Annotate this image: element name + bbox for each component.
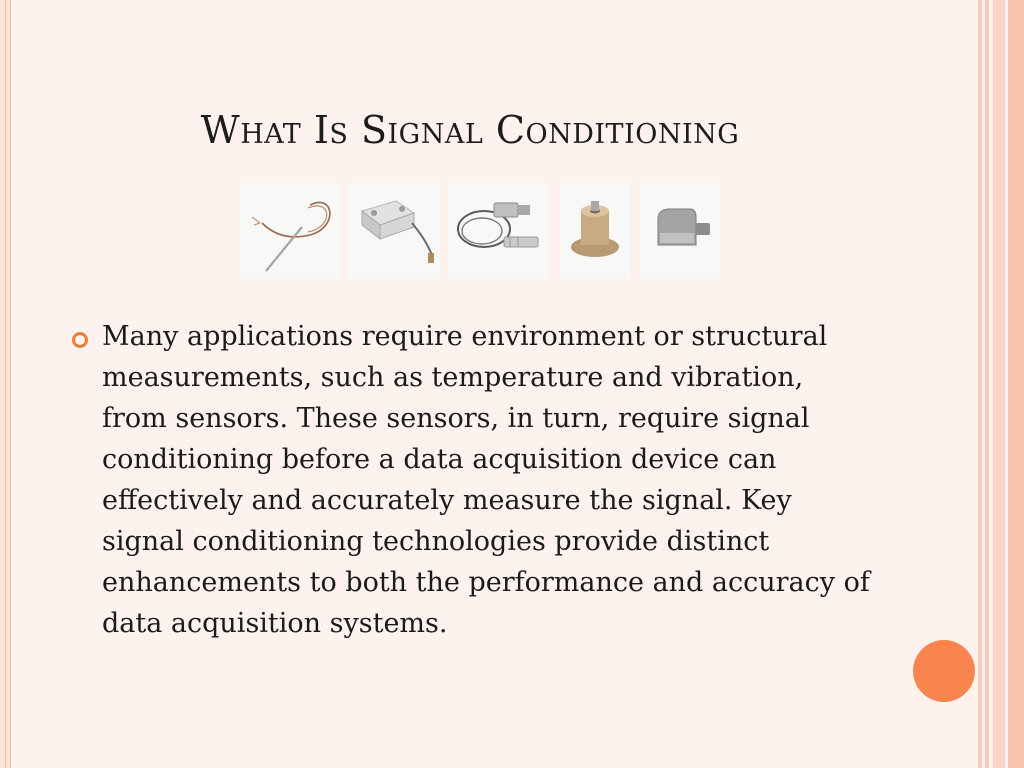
accelerometer-image xyxy=(640,183,720,279)
sensor-images xyxy=(240,183,720,279)
bullet-text: Many applications require environment or structural measurements, such as temperature and vibration, from sensors. These sensors, in turn, require signal conditioning before a data acquisition device can effectively and accurately measure the signal. Key signal conditioning technologies provide distinct enhancements to both the performance and accuracy of data acquisition systems. xyxy=(102,321,870,639)
slide-title: What Is Signal Conditioning xyxy=(200,108,740,152)
decorative-dot xyxy=(913,640,975,702)
pressure-transducer-image xyxy=(448,183,548,279)
bullet-circle-icon xyxy=(72,332,88,348)
load-cell-image xyxy=(348,183,440,279)
torque-sensor-image xyxy=(560,183,630,279)
left-border-line xyxy=(5,0,6,768)
right-stripe xyxy=(993,0,1005,768)
right-stripe xyxy=(1008,0,1024,768)
thermocouple-probe-image xyxy=(240,183,340,279)
bullet-list xyxy=(72,316,872,644)
